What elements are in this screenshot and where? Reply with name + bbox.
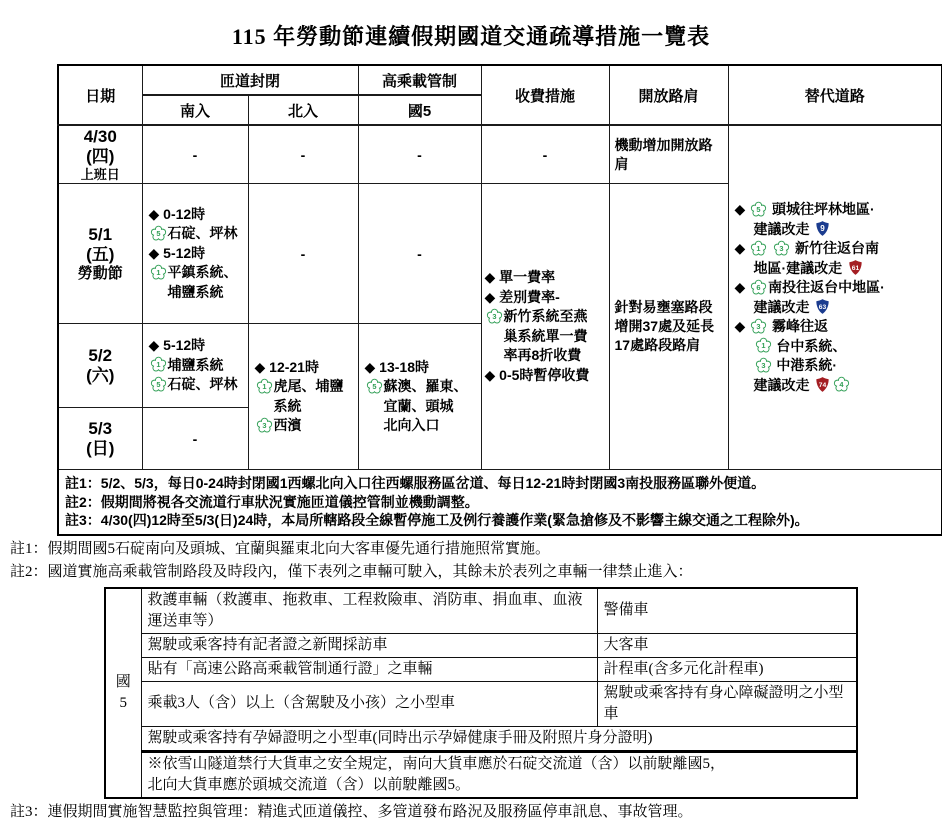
date-cell-4-30: 4/30 (四) 上班日 xyxy=(58,125,142,184)
cell-line: 地區·建議改走 61 xyxy=(735,259,940,279)
cell-line: ◆ 5 頭城往坪林地區· xyxy=(734,201,875,217)
national-highway-3-icon xyxy=(486,308,503,325)
svg-text:9: 9 xyxy=(820,223,826,233)
cell-line: ◆ 單一費率 xyxy=(484,269,556,285)
cell-line: ◆ 5-12時 xyxy=(148,337,206,354)
shoulder-4-30: 機動增加開放路肩 xyxy=(609,125,728,184)
hov-rescue-vehicles: 救護車輛（救護車、拖救車、工程救險車、消防車、捐血車、血液運送車等） xyxy=(141,588,597,634)
traffic-measures-table xyxy=(57,64,942,536)
cell-line: ◆ 0-5時暫停收費 xyxy=(484,366,590,383)
note-hov-intro: 註2：國道實施高乘載管制路段及時段內，僅下表列之車輛可駛入，其餘未於表列之車輛一律禁止進入： xyxy=(10,563,693,580)
svg-text:3: 3 xyxy=(779,243,784,253)
cell-line: ◆ 12-21時 xyxy=(254,358,319,375)
provincial-highway-74-icon xyxy=(814,376,831,393)
national-highway-1-icon xyxy=(150,264,167,281)
national-highway-5-icon xyxy=(750,201,767,218)
col-header-alt-roads: 替代道路 xyxy=(728,65,942,125)
national-highway-1-icon xyxy=(755,337,772,354)
cell-line: 巢系統單一費 xyxy=(503,327,588,344)
hov-allowed-vehicles-table xyxy=(104,587,858,799)
cell-line: ◆ 0-12時 xyxy=(148,205,206,222)
hov-permit-vehicles: 貼有「高速公路高乘載管制通行證」之車輛 xyxy=(141,657,597,681)
col-header-north-entry: 北入 xyxy=(248,95,358,125)
page-title: 115 年勞動節連續假期國道交通疏導措施一覽表 xyxy=(231,24,711,49)
north-entry-5-2-5-3 xyxy=(248,324,358,470)
table-notes-row xyxy=(58,470,942,535)
svg-text:6: 6 xyxy=(756,282,761,292)
date-cell-5-3: 5/3 (日) xyxy=(58,408,142,470)
national-highway-1-icon xyxy=(750,240,767,257)
hov-police-vehicles: 警備車 xyxy=(597,588,857,634)
col-header-g5: 國5 xyxy=(358,95,481,125)
hov-row-tunnel-rule xyxy=(105,751,857,798)
hov-taxis: 計程車(含多元化計程車) xyxy=(597,657,857,681)
cell-line: 率再8折收費 xyxy=(503,347,582,363)
hov-row-permit xyxy=(105,657,857,681)
col-header-ramp-closure: 匝道封閉 xyxy=(142,65,358,95)
svg-text:1: 1 xyxy=(261,381,267,391)
cell-line: ◆ 6 南投往返台中地區· xyxy=(734,279,885,295)
south-entry-5-1 xyxy=(142,184,248,324)
cell-line: 北向入口 xyxy=(383,417,440,433)
shoulder-5-1-to-5-3: 針對易壅塞路段增開37處及延長17處路段路肩 xyxy=(609,184,728,470)
svg-text:1: 1 xyxy=(756,243,761,253)
national-highway-4-icon xyxy=(833,376,850,393)
national-highway-1-icon xyxy=(256,378,273,395)
national-highway-3-icon xyxy=(750,318,767,335)
svg-text:3: 3 xyxy=(261,420,267,430)
hov-route-label: 國 5 xyxy=(105,588,141,798)
cell-line: 宜蘭、頭城 xyxy=(383,397,454,414)
hov-press-vehicles: 駕駛或乘客持有記者證之新聞採訪車 xyxy=(141,633,597,657)
svg-text:3: 3 xyxy=(491,311,497,321)
cell-line: ◆ 差別費率- xyxy=(484,288,560,305)
national-highway-3-icon xyxy=(256,417,273,434)
hov-tunnel-truck-rule: ※依雪山隧道禁行大貨車之安全規定，南向大貨車應於石碇交流道（含）以前駛離國5， 北向大貨車應於頭城交流道（含）以前駛離國5。 xyxy=(141,751,857,798)
svg-text:63: 63 xyxy=(819,303,827,311)
provincial-highway-9-icon xyxy=(814,220,831,237)
cell-line: 1 平鎮系統、 xyxy=(149,263,246,283)
col-header-south-entry: 南入 xyxy=(142,95,248,125)
south-entry-5-3: - xyxy=(142,408,248,470)
g5-5-1: - xyxy=(358,184,481,324)
cell-line: 1 虎尾、埔鹽 xyxy=(255,377,356,397)
cell-line: ◆ 5-12時 xyxy=(148,244,206,261)
cell-line: 3 中港系統· xyxy=(735,356,940,376)
svg-text:4: 4 xyxy=(839,380,844,390)
hov-row-rescue xyxy=(105,588,857,634)
hov-3-passenger-cars: 乘載3人（含）以上（含駕駛及小孩）之小型車 xyxy=(141,681,597,726)
svg-text:5: 5 xyxy=(155,379,161,389)
cell-line: ◆ 3 霧峰往返 xyxy=(734,318,829,334)
table-notes: 註1：5/2、5/3，每日0-24時封閉國1西螺北向入口往西螺服務區岔道、每日12-21時封閉國3南投服務區聯外便道。 註2：假期間將視各交流道行車狀況實施匝道儀控管制並機動調整。 註3：4/30(四)12時至5/3(日)24時，本局所轄路段全線暫停施工及例行養護作業(緊急搶修及不影響主線交通之工程除外)。 xyxy=(58,470,942,535)
cell-line: 建議改走 9 xyxy=(735,220,940,240)
cell-line: 5 石碇、坪林 xyxy=(149,375,246,395)
alternative-roads-cell xyxy=(728,125,942,470)
col-header-toll: 收費措施 xyxy=(481,65,609,125)
hov-buses: 大客車 xyxy=(597,633,857,657)
south-entry-4-30: - xyxy=(142,125,248,184)
cell-line: 5 石碇、坪林 xyxy=(149,224,246,244)
hov-row-occupancy xyxy=(105,681,857,726)
cell-line: 3 西濱 xyxy=(255,416,356,436)
row-4-30 xyxy=(58,125,942,184)
cell-line: 系統 xyxy=(273,397,302,414)
note-smart-management: 註3：連假期間實施智慧監控與管理：精進式匝道儀控、多管道發布路況及服務區停車訊息、事故管理。 xyxy=(10,803,693,820)
note-bus-priority: 註1：假期間國5石碇南向及頭城、宜蘭與羅東北向大客車優先通行措施照常實施。 xyxy=(10,540,551,557)
cell-line: 建議改走 74 4 xyxy=(735,376,940,396)
g5-4-30: - xyxy=(358,125,481,184)
cell-line: 建議改走 63 xyxy=(735,298,940,318)
svg-text:1: 1 xyxy=(155,360,161,370)
cell-line: 1 台中系統、 xyxy=(735,337,940,357)
national-highway-5-icon xyxy=(366,378,383,395)
toll-4-30: - xyxy=(481,125,609,184)
col-header-date: 日期 xyxy=(58,65,142,125)
hov-pregnant-cars: 駕駛或乘客持有孕婦證明之小型車(同時出示孕婦健康手冊及附照片身分證明) xyxy=(141,726,857,751)
cell-line: 埔鹽系統 xyxy=(167,283,224,300)
national-highway-5-icon xyxy=(150,376,167,393)
toll-5-1-to-5-3 xyxy=(481,184,609,470)
svg-text:5: 5 xyxy=(756,204,761,214)
col-header-shoulder: 開放路肩 xyxy=(609,65,728,125)
cell-line: 1 埔鹽系統 xyxy=(149,356,246,376)
national-highway-6-icon xyxy=(750,279,767,296)
g5-5-2-5-3 xyxy=(358,324,481,470)
svg-text:1: 1 xyxy=(760,341,766,351)
hov-row-press xyxy=(105,633,857,657)
header-row-1 xyxy=(58,65,942,95)
cell-line: ◆ 13-18時 xyxy=(364,358,429,375)
hov-row-pregnant xyxy=(105,726,857,751)
national-highway-1-icon xyxy=(150,356,167,373)
svg-text:61: 61 xyxy=(851,264,860,272)
date-cell-5-2: 5/2 (六) xyxy=(58,324,142,408)
hov-disability-cars: 駕駛或乘客持有身心障礙證明之小型車 xyxy=(597,681,857,726)
svg-text:3: 3 xyxy=(760,360,766,370)
national-highway-3-icon xyxy=(755,357,772,374)
svg-text:5: 5 xyxy=(155,228,161,238)
north-entry-5-1: - xyxy=(248,184,358,324)
svg-text:3: 3 xyxy=(756,321,761,331)
provincial-highway-63-icon xyxy=(814,298,831,315)
cell-line: 3 新竹系統至燕 xyxy=(485,307,607,327)
cell-line: 5 蘇澳、羅東、 xyxy=(365,377,479,397)
cell-line: ◆ 1 3 新竹往返台南 xyxy=(734,240,879,256)
date-cell-5-1: 5/1 (五) 勞動節 xyxy=(58,184,142,324)
national-highway-3-icon xyxy=(773,240,790,257)
svg-text:74: 74 xyxy=(819,381,827,389)
national-highway-5-icon xyxy=(150,225,167,242)
svg-text:5: 5 xyxy=(371,381,377,391)
provincial-highway-61-icon xyxy=(847,259,864,276)
north-entry-4-30: - xyxy=(248,125,358,184)
svg-text:1: 1 xyxy=(155,267,161,277)
south-entry-5-2 xyxy=(142,324,248,408)
col-header-hov-control: 高乘載管制 xyxy=(358,65,481,95)
